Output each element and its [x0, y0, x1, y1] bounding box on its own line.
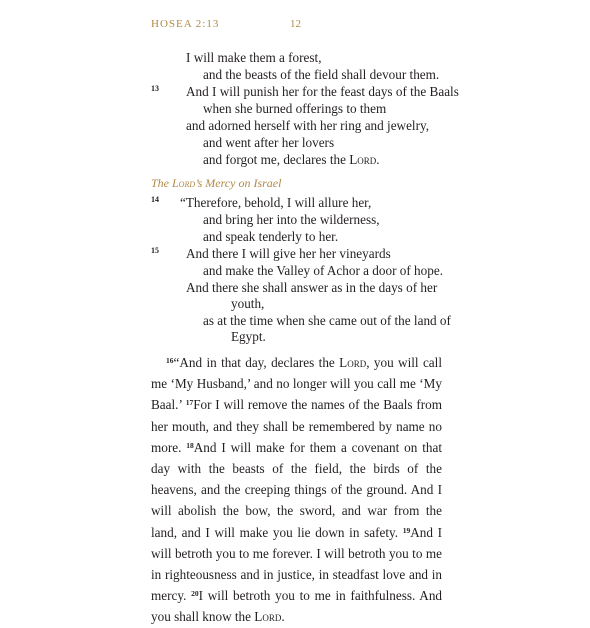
- heading-text-pre: The: [151, 176, 172, 190]
- verse-number-15: 15: [151, 246, 159, 255]
- lord-small-caps: Lord: [349, 152, 377, 167]
- lord-small-caps: Lord: [254, 609, 282, 625]
- poetry-line: [203, 152, 380, 168]
- poetry-text: and forgot me, declares the: [203, 152, 346, 167]
- prose-text: And I will betroth you to me forever. I will betroth you to me in righteousness and in justice, in steadfast love and in mercy.: [151, 524, 442, 604]
- poetry-line: And there she shall answer as in the days of her: [186, 280, 438, 295]
- verse-number-19: 19: [402, 525, 411, 535]
- page-number: 12: [290, 18, 301, 30]
- poetry-line: and the beasts of the field shall devour them.: [203, 67, 440, 82]
- punctuation: .: [376, 152, 380, 167]
- heading-text-post: ’s Mercy on Israel: [195, 176, 282, 190]
- verse-number-13: 13: [151, 84, 159, 93]
- prose-text: I will betroth you to me in faithfulness. And you shall know the: [151, 588, 443, 625]
- prose-text: And I will make for them a covenant on that day with the beasts of the field, the birds of the heavens, and the creeping things of the ground. And I will abolish the bow, the sword, and war from the land, and I will make you lie down in safety.: [151, 439, 442, 540]
- verse-number-14: 14: [151, 195, 159, 204]
- poetry-line: I will make them a forest,: [186, 50, 322, 65]
- poetry-line: And there I will give her her vineyards: [186, 246, 391, 261]
- poetry-line: And I will punish her for the feast days of the Baals: [186, 84, 459, 99]
- verse-number-16: 16: [166, 356, 174, 365]
- verse-number-20: 20: [191, 589, 199, 599]
- poetry-line: when she burned offerings to them: [203, 101, 387, 116]
- lord-small-caps: Lord: [339, 355, 367, 370]
- running-header: [151, 18, 451, 34]
- prose-text: .: [281, 609, 285, 625]
- lord-small-caps: Lord: [172, 176, 196, 190]
- chapter-verse-reference: HOSEA 2:13: [151, 18, 220, 30]
- poetry-line: and adorned herself with her ring and jewelry,: [186, 118, 430, 133]
- poetry-line: youth,: [231, 296, 265, 311]
- prose-paragraph: [151, 352, 442, 628]
- poetry-line: Egypt.: [231, 329, 266, 344]
- prose-text: For I will remove the names of the Baals from her mouth, and they shall be remembered by name no more.: [151, 397, 442, 455]
- poetry-line: “Therefore, behold, I will allure her,: [180, 195, 372, 210]
- prose-text: , you will call me ‘My Husband,’ and no longer will you call me ‘My Baal.’: [151, 355, 442, 413]
- prose-text: “And in that day, declares the: [173, 355, 340, 370]
- poetry-line: and bring her into the wilderness,: [203, 212, 380, 227]
- poetry-line: and make the Valley of Achor a door of hope.: [203, 263, 443, 278]
- poetry-line: and went after her lovers: [203, 135, 335, 150]
- verse-number-18: 18: [186, 440, 194, 450]
- poetry-line: and speak tenderly to her.: [203, 229, 339, 244]
- verse-number-17: 17: [185, 398, 194, 408]
- section-heading: [151, 176, 281, 191]
- poetry-line: as at the time when she came out of the land of: [203, 313, 451, 328]
